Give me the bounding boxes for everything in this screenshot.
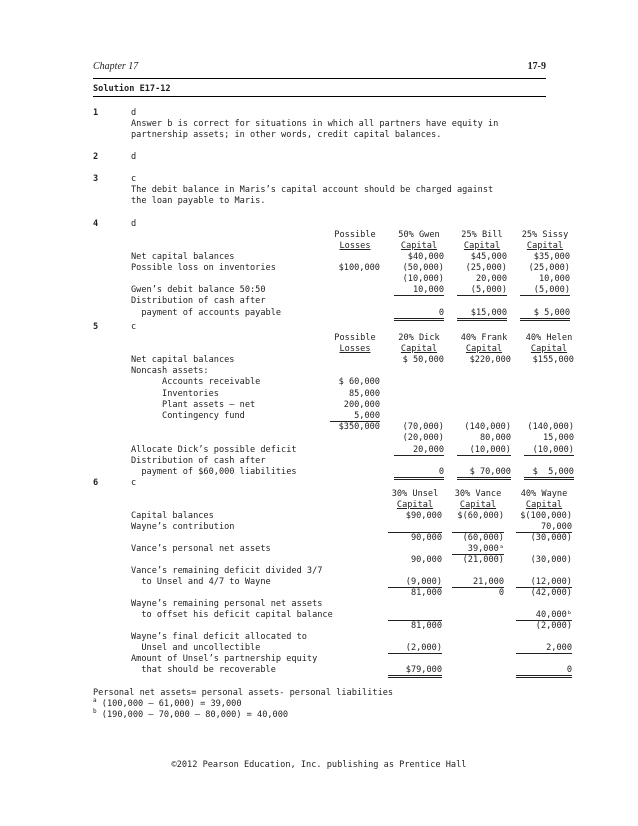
row-label: Distribution of cash after <box>131 296 266 307</box>
table-cell: $ 50,000 <box>402 355 444 365</box>
table-cell: 80,000 <box>479 433 511 444</box>
page-number: 17-9 <box>527 61 546 72</box>
row-label: Plant assets — net <box>131 399 256 410</box>
double-underline <box>516 675 572 678</box>
table-cell: 0 <box>438 467 444 477</box>
table-cell: 10,000 <box>538 274 570 285</box>
row-label: Vance’s remaining deficit divided 3/7 <box>131 566 323 576</box>
underline <box>524 455 574 456</box>
row-label: Amount of Unsel’s partnership equity <box>131 654 318 664</box>
column-header-bottom: Capital <box>530 344 568 354</box>
q1-text-line1: Answer b is correct for situations in which all partners have equity in <box>131 119 499 129</box>
formula-note: Personal net assets= personal assets- personal liabilities <box>93 688 394 698</box>
column-header-top: 20% Dick <box>398 333 440 343</box>
q6-number: 6 <box>93 478 99 488</box>
underline <box>520 295 570 296</box>
table-cell: $40,000 <box>407 252 444 262</box>
row-label: Gwen’s debit balance 50:50 <box>131 285 266 296</box>
underline <box>516 653 572 654</box>
row-label: Inventories <box>131 388 219 399</box>
table-cell: $(60,000) <box>457 511 504 521</box>
row-label: Vance’s personal net assets <box>131 544 271 554</box>
table-cell: 81,000 <box>410 621 442 631</box>
underline <box>516 532 572 533</box>
footnote-b-text: (190,000 – 70,000 – 80,000) = 40,000 <box>96 710 289 720</box>
underline <box>394 455 444 456</box>
column-header-bottom: Capital <box>400 344 438 354</box>
column-header-bottom: Losses <box>339 344 371 354</box>
row-label: Capital balances <box>131 511 214 521</box>
column-header-bottom: Capital <box>463 241 501 251</box>
table-cell: $90,000 <box>405 511 442 521</box>
title-rule <box>93 96 546 97</box>
table-cell: 40,000ᵇ <box>535 610 572 620</box>
table-cell: $79,000 <box>405 665 442 675</box>
column-header-top: 40% Helen <box>525 333 573 343</box>
table-cell: 5,000 <box>354 411 380 421</box>
column-header-top: 30% Vance <box>454 489 502 499</box>
table-cell: 15,000 <box>542 433 574 444</box>
table-cell: 200,000 <box>343 399 380 410</box>
footnote-a <box>93 699 242 710</box>
column-header-bottom: Capital <box>400 241 438 251</box>
table-cell: $35,000 <box>533 252 570 262</box>
table-cell: 20,000 <box>412 444 444 455</box>
column-header-bottom: Capital <box>526 241 564 251</box>
q3-answer: c <box>131 174 137 184</box>
copyright-footer: ©2012 Pearson Education, Inc. publishing as Prentice Hall <box>171 760 467 770</box>
column-header-bottom: Capital <box>465 344 503 354</box>
table-cell: 90,000 <box>410 555 442 565</box>
underline <box>457 455 511 456</box>
table-cell: (140,000) <box>527 422 574 433</box>
table-cell: $220,000 <box>469 355 511 365</box>
q5-number: 5 <box>93 322 99 332</box>
table-cell: 2,000 <box>546 643 572 653</box>
column-header-top: 40% Frank <box>460 333 508 343</box>
row-label: payment of $60,000 liabilities <box>131 467 297 477</box>
table-cell: (10,000) <box>469 444 511 455</box>
table-cell: 90,000 <box>410 533 442 543</box>
footnote-a-mark: a <box>93 697 97 705</box>
table-cell: (42,000) <box>530 588 572 598</box>
table-cell: 39,000ᵃ <box>467 544 504 554</box>
footnote-b <box>93 710 288 721</box>
row-label: Unsel and uncollectible <box>131 643 261 653</box>
row-label: Contingency fund <box>131 411 245 421</box>
table-cell: $ 60,000 <box>338 377 380 388</box>
q4-answer: d <box>131 219 137 229</box>
double-underline <box>520 318 570 321</box>
row-label: Net capital balances <box>131 252 235 262</box>
q3-text-line1: The debit balance in Maris’s capital account should be charged against <box>131 185 494 195</box>
table-cell: (50,000) <box>402 263 444 274</box>
row-label: Net capital balances <box>131 355 235 365</box>
row-label: to Unsel and 4/7 to Wayne <box>131 577 271 587</box>
underline <box>388 532 442 533</box>
header-rule <box>93 78 546 79</box>
row-label: Distribution of cash after <box>131 455 266 466</box>
underline <box>452 532 504 533</box>
table-cell: 85,000 <box>348 388 380 399</box>
table-cell: 21,000 <box>472 577 504 587</box>
double-underline <box>394 477 444 480</box>
table-cell: (60,000) <box>462 533 504 543</box>
underline <box>388 653 442 654</box>
table-cell: (25,000) <box>465 263 507 274</box>
double-underline <box>457 477 511 480</box>
table-cell: 81,000 <box>410 588 442 598</box>
column-header-top: 30% Unsel <box>391 489 439 499</box>
table-cell: $ 5,000 <box>533 307 570 318</box>
row-label: Wayne’s contribution <box>131 522 235 532</box>
double-underline <box>388 675 442 678</box>
table-cell: (30,000) <box>530 555 572 565</box>
table-cell: 20,000 <box>475 274 507 285</box>
table-cell: (10,000) <box>402 274 444 285</box>
table-cell: 0 <box>438 307 444 318</box>
row-label: Wayne’s final deficit allocated to <box>131 632 307 642</box>
q1-answer: d <box>131 108 137 118</box>
q2-number: 2 <box>93 152 99 162</box>
table-cell: (2,000) <box>535 621 572 631</box>
column-header-top: Possible <box>334 333 376 343</box>
underline <box>452 554 504 555</box>
column-header-bottom: Losses <box>339 241 371 251</box>
double-underline <box>457 318 507 321</box>
q3-text-line2: the loan payable to Maris. <box>131 196 266 206</box>
column-header-bottom: Capital <box>396 500 434 510</box>
double-underline <box>394 318 444 321</box>
q1-number: 1 <box>93 108 99 118</box>
footnote-b-mark: b <box>93 708 97 716</box>
column-header-top: 40% Wayne <box>520 489 568 499</box>
solution-title: Solution E17-12 <box>93 84 171 94</box>
row-label: Possible loss on inventories <box>131 263 276 274</box>
table-cell: (25,000) <box>528 263 570 274</box>
q5-answer: c <box>131 322 137 332</box>
table-cell: (10,000) <box>532 444 574 455</box>
table-cell: (140,000) <box>464 422 511 433</box>
table-cell: (21,000) <box>462 555 504 565</box>
table-cell: (2,000) <box>405 643 442 653</box>
chapter-label: Chapter 17 <box>93 61 139 72</box>
q6-answer: c <box>131 478 137 488</box>
column-header-top: 25% Bill <box>461 230 503 240</box>
q3-number: 3 <box>93 174 99 184</box>
underline <box>516 587 572 588</box>
row-label: Allocate Dick’s possible deficit <box>131 444 297 455</box>
table-cell: 0 <box>498 588 504 598</box>
table-cell: (9,000) <box>405 577 442 587</box>
table-cell: 10,000 <box>412 285 444 296</box>
underline <box>452 587 504 588</box>
table-cell: $ 70,000 <box>469 467 511 477</box>
row-label: Accounts receivable <box>131 377 261 388</box>
table-cell: 70,000 <box>540 522 572 532</box>
column-header-top: Possible <box>334 230 376 240</box>
table-cell: (5,000) <box>470 285 507 296</box>
q2-answer: d <box>131 152 137 162</box>
row-label: Wayne’s remaining personal net assets <box>131 599 323 609</box>
table-cell: (12,000) <box>530 577 572 587</box>
table-cell: $ 5,000 <box>532 467 574 477</box>
table-cell: (70,000) <box>402 422 444 433</box>
table-cell: 0 <box>566 665 572 675</box>
column-header-bottom: Capital <box>525 500 563 510</box>
page-header <box>93 61 546 72</box>
column-header-bottom: Capital <box>459 500 497 510</box>
table-cell: $100,000 <box>338 263 380 274</box>
underline <box>516 620 572 621</box>
table-cell: $155,000 <box>532 355 574 365</box>
footnote-a-text: (100,000 – 61,000) = 39,000 <box>96 699 242 709</box>
column-header-top: 25% Sissy <box>521 230 569 240</box>
table-cell: (30,000) <box>530 533 572 543</box>
q1-text-line2: partnership assets; in other words, credit capital balances. <box>131 130 442 140</box>
underline <box>457 295 507 296</box>
row-label: payment of accounts payable <box>131 307 282 318</box>
table-cell: $15,000 <box>470 307 507 318</box>
double-underline <box>524 477 574 480</box>
table-cell: $350,000 <box>338 422 380 433</box>
table-cell: $45,000 <box>470 252 507 262</box>
table-cell: (5,000) <box>533 285 570 296</box>
row-label: that should be recoverable <box>131 665 276 675</box>
underline <box>388 620 442 621</box>
underline <box>330 421 380 422</box>
q4-number: 4 <box>93 219 99 229</box>
underline <box>388 587 442 588</box>
row-label: Noncash assets: <box>131 366 209 377</box>
underline <box>394 295 444 296</box>
table-cell: (20,000) <box>402 433 444 444</box>
column-header-top: 50% Gwen <box>398 230 440 240</box>
table-cell: $(100,000) <box>520 511 572 521</box>
row-label: to offset his deficit capital balance <box>131 610 333 620</box>
